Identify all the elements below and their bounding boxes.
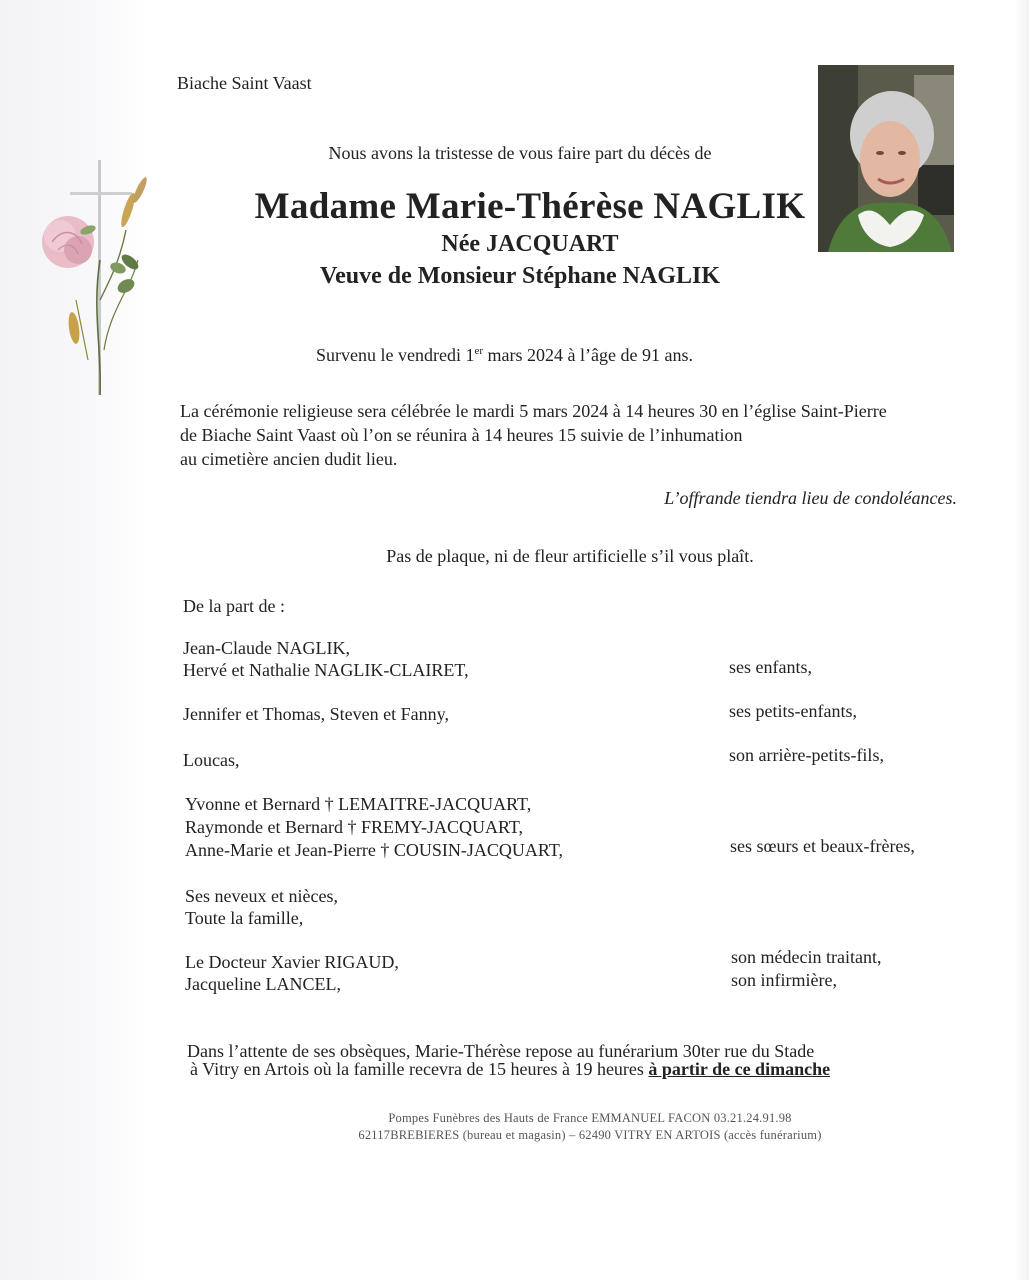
family-member: Jacqueline LANCEL, — [185, 974, 341, 994]
offering-text: L’offrande tiendra lieu de condoléances. — [664, 488, 957, 508]
rest-info-emphasis: à partir de ce dimanche — [648, 1059, 831, 1079]
cross-rose-wheat-icon — [30, 150, 160, 410]
death-date — [316, 344, 693, 366]
maiden-name: Née JACQUART — [441, 231, 619, 257]
footer-line: 62117BREBIERES (bureau et magasin) – 62490 VITRY EN ARTOIS (accès funérarium) — [358, 1128, 822, 1142]
family-member: Hervé et Nathalie NAGLIK-CLAIRET, — [183, 660, 469, 680]
family-member: Toute la famille, — [185, 908, 304, 928]
family-role: son infirmière, — [731, 970, 837, 990]
death-date-prefix: Survenu le vendredi 1 — [316, 345, 475, 365]
ceremony-line: de Biache Saint Vaast où l’on se réunira à 14 heures 15 suivie de l’inhumation — [180, 425, 743, 445]
right-edge-shade — [1015, 0, 1029, 1280]
family-member: Raymonde et Bernard † FREMY-JACQUART, — [185, 817, 524, 837]
footer-line: Pompes Funèbres des Hauts de France EMMANUEL FACON 03.21.24.91.98 — [388, 1111, 792, 1125]
rest-info-line: Dans l’attente de ses obsèques, Marie-Thérèse repose au funérarium 30ter rue du Stade — [187, 1041, 815, 1061]
deceased-name: Madame Marie-Thérèse NAGLIK — [254, 186, 806, 227]
ceremony-line: au cimetière ancien dudit lieu. — [180, 449, 398, 469]
death-date-sup: er — [474, 345, 484, 357]
family-member: Jean-Claude NAGLIK, — [183, 638, 350, 658]
no-flowers-note: Pas de plaque, ni de fleur artificielle s’il vous plaît. — [386, 546, 754, 566]
intro-text: Nous avons la tristesse de vous faire part du décès de — [328, 143, 712, 163]
family-role: son médecin traitant, — [731, 947, 882, 967]
family-member: Jennifer et Thomas, Steven et Fanny, — [183, 704, 449, 724]
family-role: ses sœurs et beaux-frères, — [730, 836, 915, 856]
death-date-suffix: mars 2024 à l’âge de 91 ans. — [483, 345, 693, 365]
from-label: De la part de : — [183, 596, 285, 616]
family-role: ses enfants, — [729, 657, 812, 677]
family-member: Le Docteur Xavier RIGAUD, — [185, 952, 399, 972]
family-role: son arrière-petits-fils, — [729, 745, 884, 765]
offering-note — [664, 487, 957, 509]
family-member: Anne-Marie et Jean-Pierre † COUSIN-JACQUART, — [185, 840, 563, 860]
family-role: ses petits-enfants, — [729, 701, 857, 721]
family-member: Loucas, — [183, 750, 240, 770]
rest-info-text: à Vitry en Artois où la famille recevra de 15 heures à 19 heures — [190, 1059, 644, 1079]
ceremony-line: La cérémonie religieuse sera célébrée le mardi 5 mars 2024 à 14 heures 30 en l’église Saint-Pierre — [180, 401, 887, 421]
location: Biache Saint Vaast — [177, 73, 312, 93]
widow-of: Veuve de Monsieur Stéphane NAGLIK — [319, 263, 721, 289]
family-member: Yvonne et Bernard † LEMAITRE-JACQUART, — [185, 794, 532, 814]
rest-info-line — [190, 1058, 830, 1080]
family-member: Ses neveux et nièces, — [185, 886, 338, 906]
